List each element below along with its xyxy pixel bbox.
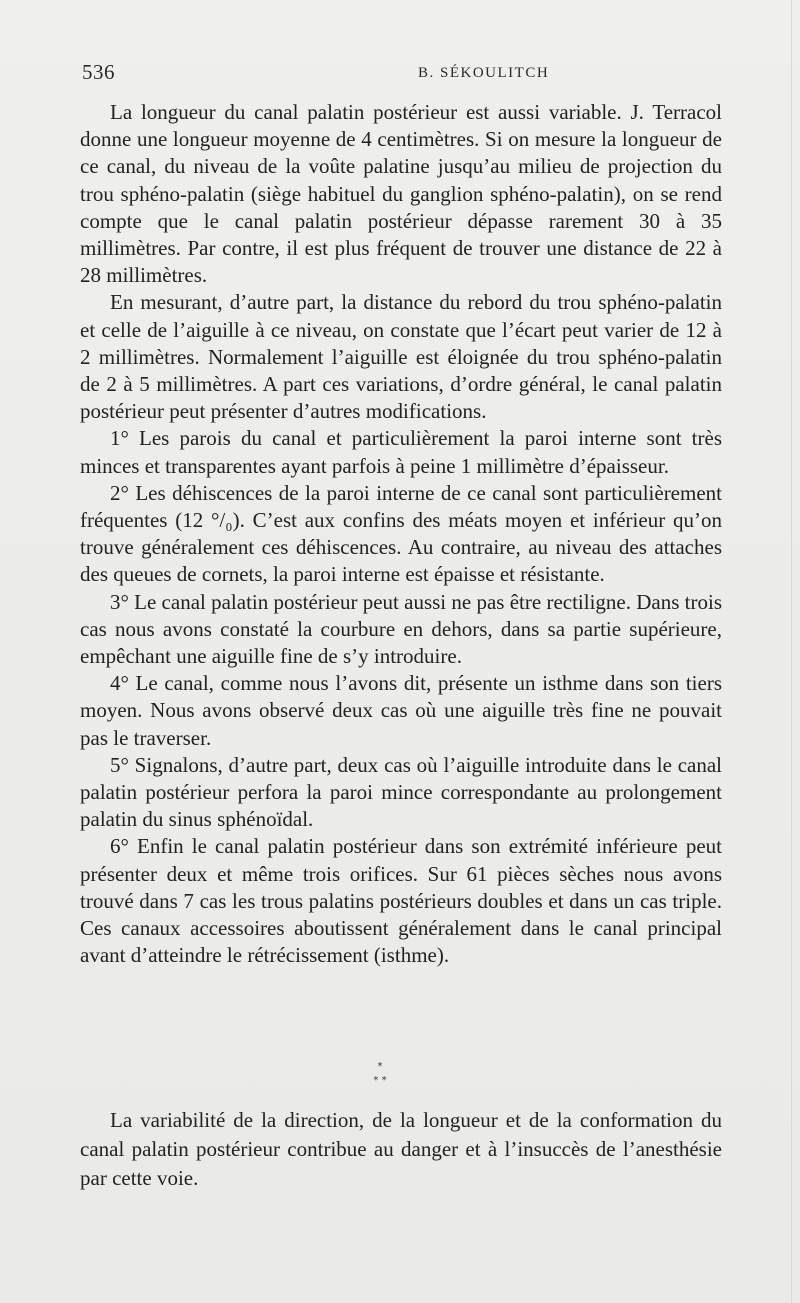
- paragraph-point-2: 2° Les déhiscences de la paroi interne de ce canal sont particulièrement fréquentes (12 °/₀). C’est aux confins des méats moyen et inférieur qu’on trouve généralement ces déhiscences. Au contraire, au niveau des attaches des queues de cornets, la paroi interne est épaisse et résistante.: [80, 480, 722, 587]
- page-header: [80, 60, 720, 90]
- body-text: [80, 99, 722, 970]
- closing-text: [80, 1106, 722, 1193]
- asterism-bottom: * *: [373, 1075, 387, 1086]
- paragraph-point-6: 6° Enfin le canal palatin postérieur dans son extrémité inférieure peut présenter deux et même trois orifices. Sur 61 pièces sèches nous avons trouvé dans 7 cas les trous palatins postérieurs doubles et dans un cas triple. Ces canaux accessoires aboutissent généralement dans le canal principal avant d’atteindre le rétrécissement (isthme).: [80, 834, 722, 968]
- asterism-separator: [360, 1060, 400, 1088]
- paragraph-point-5: 5° Signalons, d’autre part, deux cas où l’aiguille introduite dans le canal palatin postérieur perfora la paroi mince correspondante au prolongement palatin du sinus sphénoïdal.: [80, 752, 722, 832]
- page-edge-shadow: [791, 0, 792, 1303]
- paragraph-point-1: 1° Les parois du canal et particulièrement la paroi interne sont très minces et transparentes ayant parfois à peine 1 millimètre d’épaisseur.: [80, 426, 722, 478]
- paragraph-point-3: 3° Le canal palatin postérieur peut aussi ne pas être rectiligne. Dans trois cas nous avons constaté la courbure en dehors, dans sa partie supérieure, empêchant une aiguille fine de s’y introduire.: [80, 589, 722, 669]
- paragraph-point-4: 4° Le canal, comme nous l’avons dit, présente un isthme dans son tiers moyen. Nous avons observé deux cas où une aiguille très fine ne pouvait pas le traverser.: [80, 671, 722, 750]
- paragraph-needle-distance: En mesurant, d’autre part, la distance du rebord du trou sphéno-palatin et celle de l’aiguille à ce niveau, on constate que l’écart peut varier de 12 à 2 millimètres. Normalement l’aiguille est éloignée du trou sphéno-palatin de 2 à 5 millimètres. A part ces variations, d’ordre général, le canal palatin postérieur peut présenter d’autres modifications.: [80, 290, 722, 424]
- asterism-top: *: [377, 1061, 383, 1072]
- page-number: 536: [82, 60, 115, 84]
- paragraph-closing: La variabilité de la direction, de la longueur et de la conformation du canal palatin postérieur contribue au danger et à l’insuccès de l’anesthésie par cette voie.: [80, 1108, 722, 1190]
- running-head: B. SÉKOULITCH: [418, 65, 550, 81]
- paragraph-canal-length: La longueur du canal palatin postérieur est aussi variable. J. Terracol donne une longueur moyenne de 4 centimètres. Si on mesure la longueur de ce canal, du niveau de la voûte palatine jusqu’au milieu de projection du trou sphéno-palatin (siège habituel du ganglion sphéno-palatin), on se rend compte que le canal palatin postérieur dépasse rarement 30 à 35 millimètres. Par contre, il est plus fréquent de trouver une distance de 22 à 28 millimètres.: [80, 100, 722, 288]
